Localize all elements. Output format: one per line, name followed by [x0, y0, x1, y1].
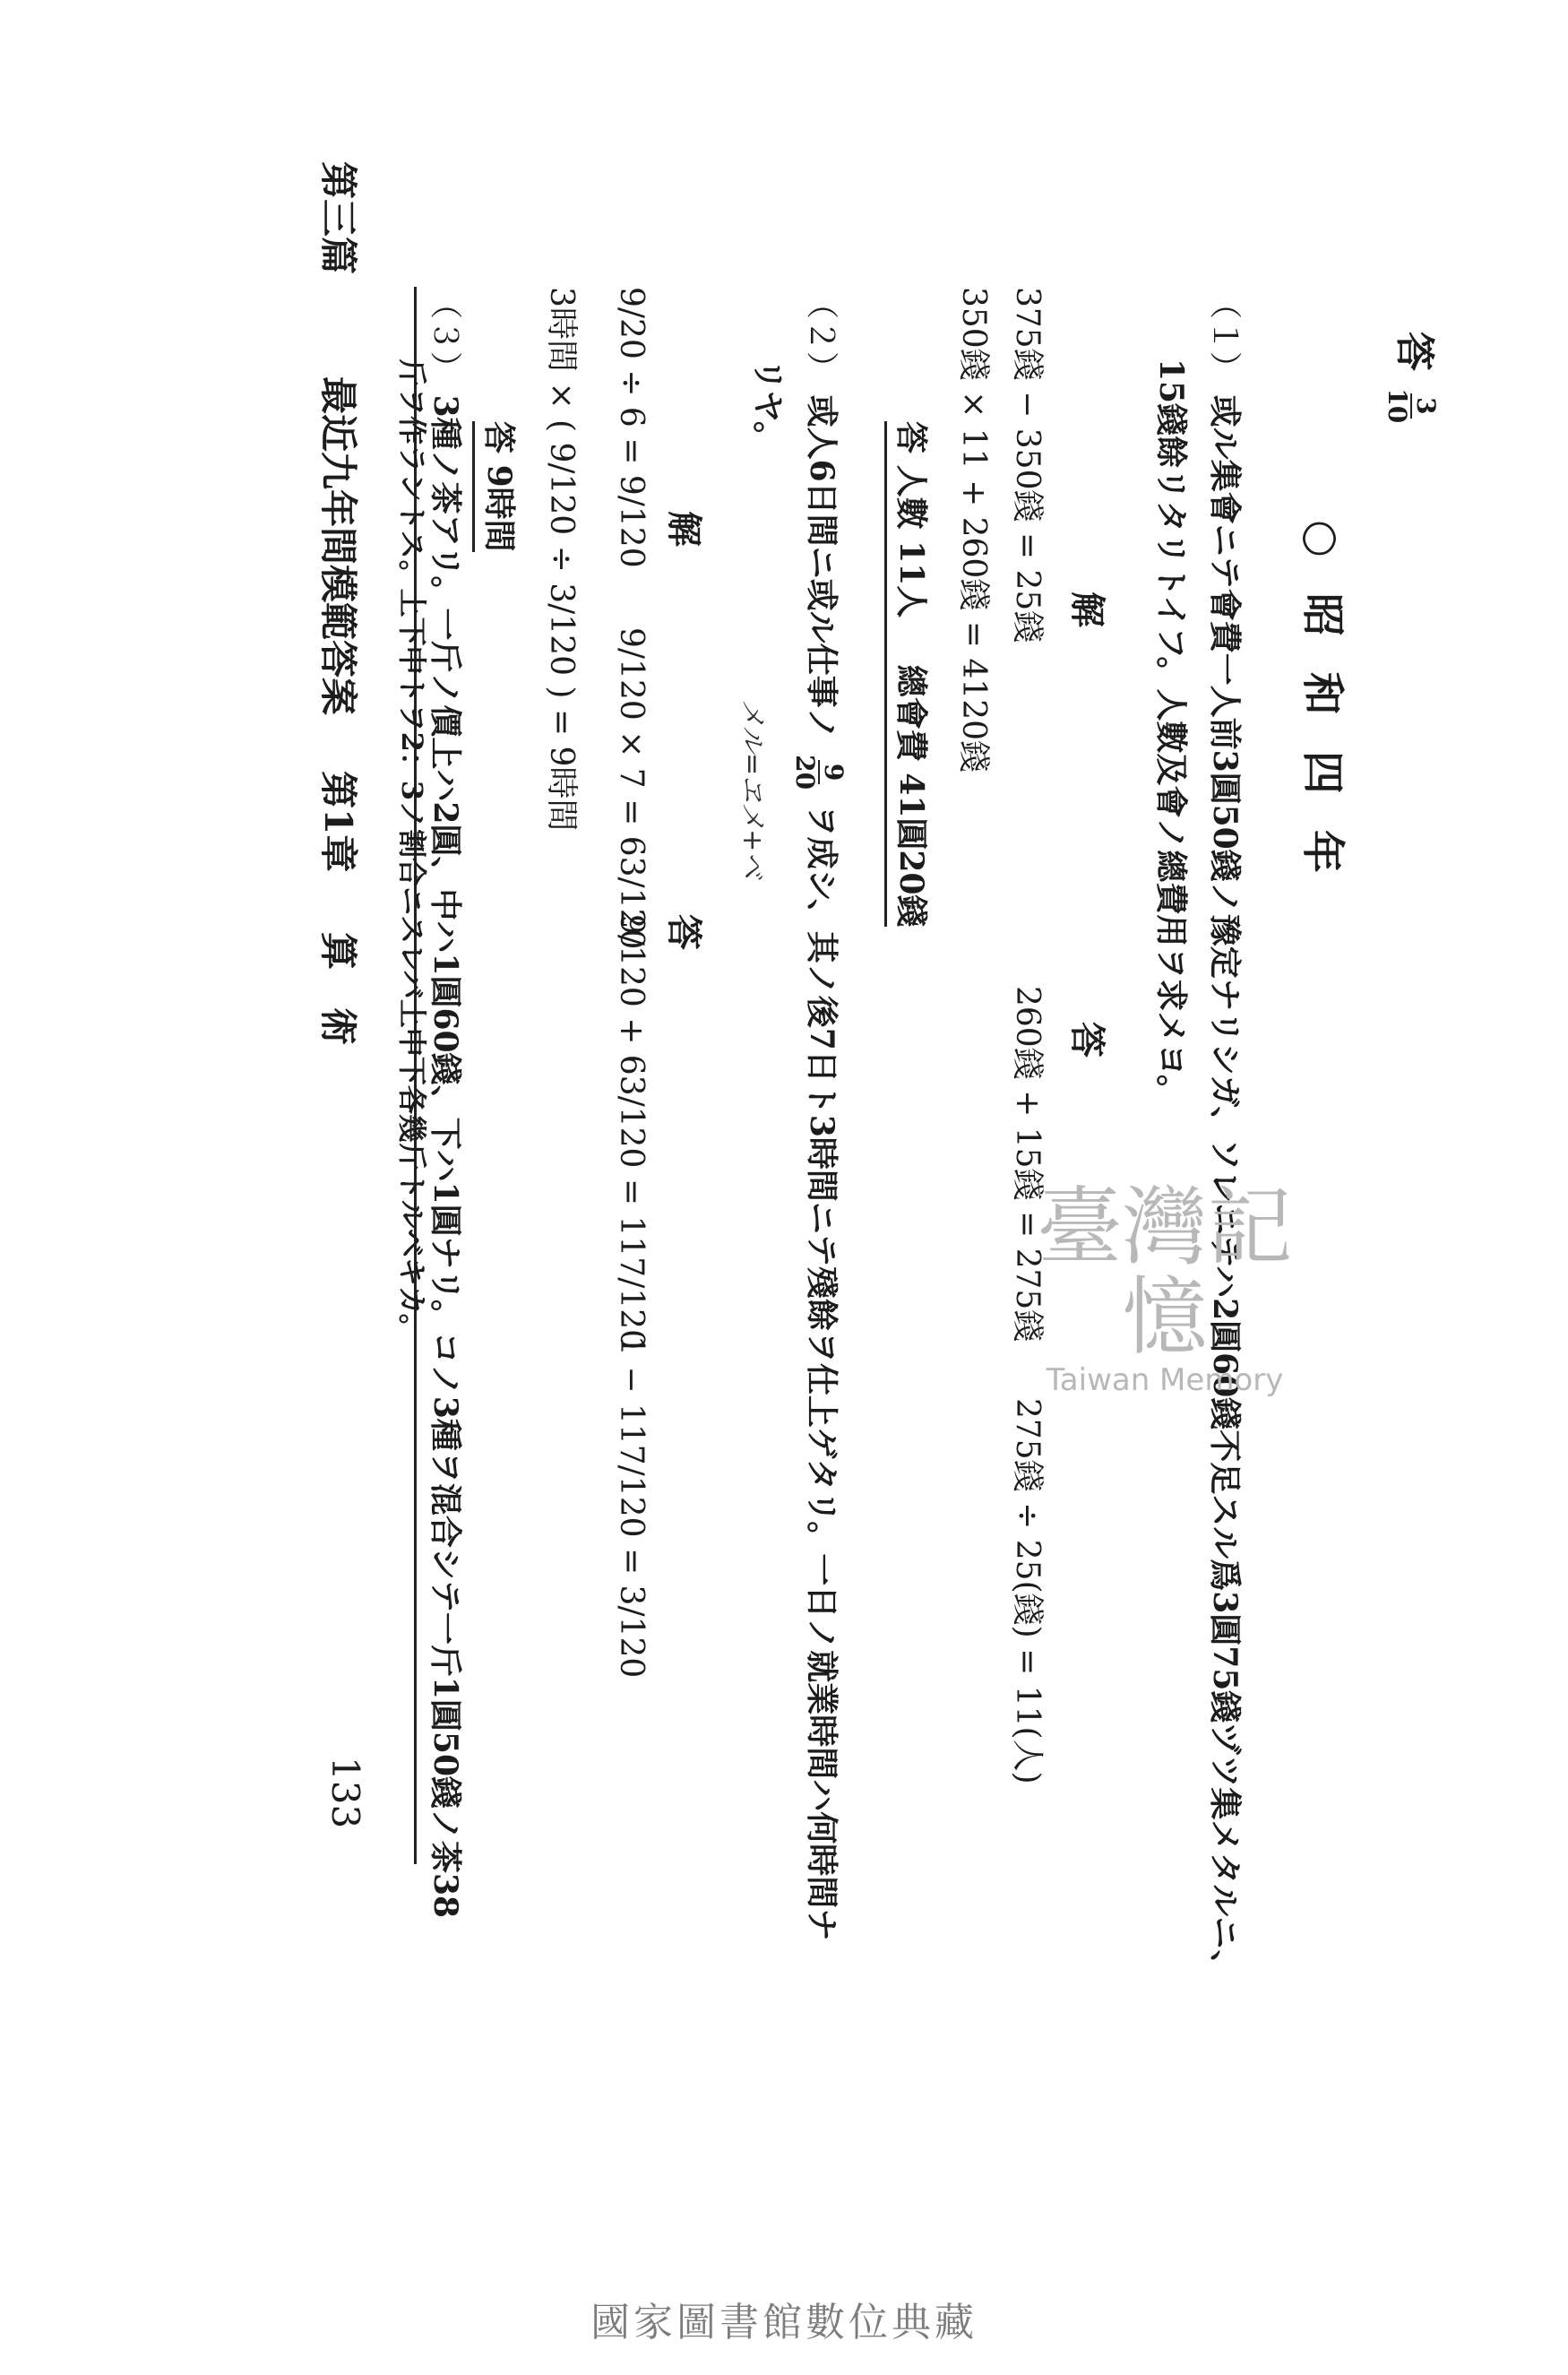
library-footer: 國家圖書館數位典藏: [590, 2300, 978, 2345]
q2-solution-label: 解: [663, 511, 705, 547]
q2-result-value: 9時間: [480, 464, 518, 552]
q1-calc1c: 275錢 ÷ 25(錢) = 11(人): [1009, 1398, 1046, 1784]
prev-answer-fraction: [1384, 388, 1440, 423]
q1-calc1: 375錢 − 350錢 = 25錢: [1009, 287, 1046, 643]
q2-eq2b: 9/120 + 63/120 = 117/120: [613, 914, 650, 1351]
q2-eq2a: 9/120 × 7 = 63/120: [613, 627, 650, 950]
q1-number: （１）: [1206, 287, 1243, 384]
q1-solution-label: 解: [1066, 592, 1108, 627]
q2-text-line1: [791, 287, 847, 1940]
q3-number: （３）: [426, 287, 463, 384]
fraction-denominator: 10: [1383, 388, 1413, 424]
handwritten-annotation: メル=ヱメ+ベ: [737, 699, 768, 879]
fraction-numerator: 9: [818, 760, 847, 784]
q1-result: [884, 421, 936, 927]
running-header: [314, 125, 367, 2043]
taiwan-memory-watermark: [1030, 1179, 1299, 1416]
page-number: 133: [323, 1757, 367, 1829]
q2-eq2c: 1 − 117/120 = 3/120: [613, 1335, 650, 1679]
chapter-label: 第1章: [316, 771, 360, 873]
q2-text-line2: リヤ。: [749, 358, 787, 453]
q2-fraction: [791, 755, 847, 790]
subject-label: 算 術: [316, 932, 360, 1046]
q1-calc2: 350錢 × 11 + 260錢 = 4120錢: [955, 287, 992, 773]
prev-answer: [1384, 332, 1448, 427]
q2-answer-heading: 答: [663, 914, 705, 950]
q3-line1: 3種ノ茶アリ。一斤ノ價上ハ2圓、中ハ1圓60錢、下ハ1圓ナリ。コノ3種ヲ混合シテ一斤1圓50錢ノ茶38: [426, 394, 464, 1919]
fraction-numerator: 3: [1411, 393, 1440, 418]
q2-eq1: 9/20 ÷ 6 = 9/120: [613, 287, 650, 568]
q2-text-b: ヲ成シ、其ノ後7日ト3時間ニテ殘餘ヲ仕上ゲタリ。一日ノ就業時間ハ何時間ナ: [803, 804, 840, 1941]
q2-text-a: 或人6日間ニ或ル仕事ノ: [803, 394, 840, 740]
q1-result-people: 人數 11人: [892, 464, 930, 618]
watermark-cjk: 臺灣記憶: [1037, 1179, 1293, 1367]
q1-calc1b: 260錢 + 15錢 = 275錢: [1009, 986, 1046, 1343]
q1-result-label: 答: [892, 421, 930, 454]
q2-result: [472, 421, 524, 552]
rotated-page-content: [175, 125, 1474, 2043]
fraction-denominator: 20: [790, 755, 820, 790]
prev-answer-label: 答: [1391, 332, 1437, 371]
section-title: ○昭和四年: [1297, 520, 1348, 909]
q1-text-line1: [1204, 287, 1250, 1982]
q2-eq3: 3時間 × ( 9/120 ÷ 3/120 ) = 9時間: [543, 287, 580, 832]
book-title: 最近九年間模範答案: [316, 376, 360, 716]
part-label: 第三篇: [316, 161, 360, 275]
q2-number: （２）: [803, 287, 840, 384]
watermark-en: Taiwan Memory: [1046, 1362, 1284, 1398]
q2-result-label: 答: [480, 421, 518, 454]
q1-text-line2: 15錢餘リタリトイフ。人數及會ノ總費用ヲ求メヨ。: [1152, 358, 1190, 1107]
q1-answer-heading: 答: [1066, 1022, 1108, 1058]
q3-text-line2: 斤ヲ作ラントス。上下中トヲ2：3ノ割合ニスレバ上中下各幾斤トルベキカ。: [395, 358, 429, 1343]
q1-result-total: 總會費 41圓20錢: [892, 664, 930, 928]
q1-line1: 或ル集會ニテ會費一人前3圓50錢ノ豫定ナリシガ、ソレニテハ2圓60錢不足スル爲3圓75錢ヅツ集メタルニ、: [1206, 394, 1244, 1982]
